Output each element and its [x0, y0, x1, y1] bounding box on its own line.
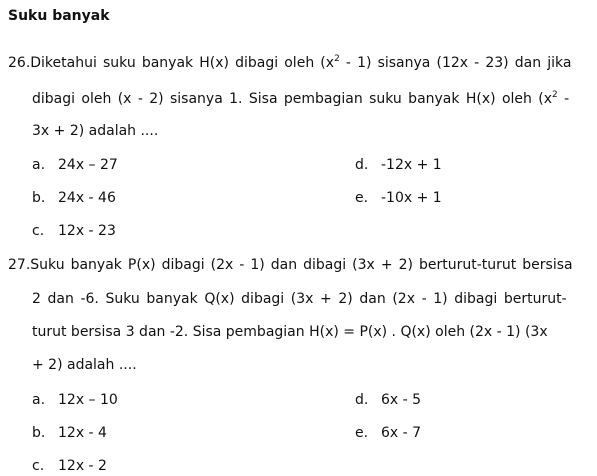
option-27-e: e. 6x - 7 [355, 425, 422, 441]
option-27-c: c. 12x - 2 [32, 458, 107, 474]
option-27-d: d. 6x - 5 [355, 392, 422, 408]
option-26-c: c. 12x - 23 [32, 223, 116, 239]
option-26-e: e. -10x + 1 [355, 190, 442, 206]
question-26-line-1: 26.Diketahui suku banyak H(x) dibagi oleh $(x^2 - 1)$ sisanya (12x - 23) dan jika [8, 54, 572, 71]
option-26-a: a. 24x – 27 [32, 157, 118, 173]
section-title: Suku banyak [8, 8, 110, 24]
option-27-a: a. 12x – 10 [32, 392, 118, 408]
question-26-line-2: dibagi oleh (x - 2) sisanya 1. Sisa pembagian suku banyak H(x) oleh ($x^2$ - [32, 90, 570, 107]
question-number: 26. [8, 55, 31, 71]
question-27-line-3: turut bersisa 3 dan -2. Sisa pembagian H(x) = P(x) . Q(x) oleh (2x - 1) (3x [32, 324, 548, 340]
question-27-line-1: 27.Suku banyak P(x) dibagi (2x - 1) dan dibagi (3x + 2) berturut-turut bersisa [8, 257, 573, 273]
question-27-line-2: 2 dan -6. Suku banyak Q(x) dibagi (3x + 2) dan (2x - 1) dibagi berturut- [32, 291, 567, 307]
option-26-b: b. 24x - 46 [32, 190, 116, 206]
question-number: 27. [8, 257, 31, 273]
option-27-b: b. 12x - 4 [32, 425, 107, 441]
question-26-line-3: 3x + 2) adalah .... [32, 123, 159, 139]
question-27-line-4: + 2) adalah .... [32, 357, 137, 373]
option-26-d: d. -12x + 1 [355, 157, 442, 173]
